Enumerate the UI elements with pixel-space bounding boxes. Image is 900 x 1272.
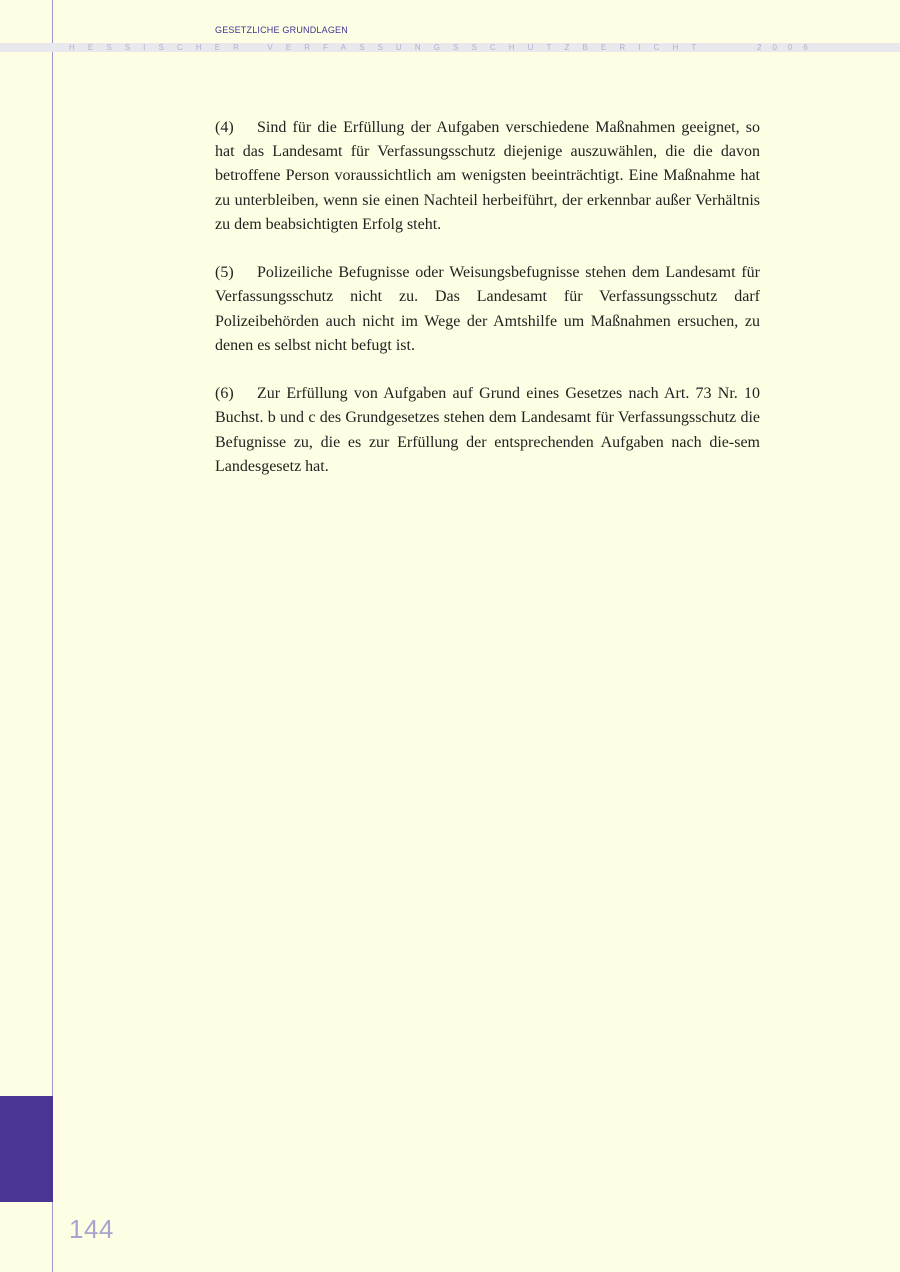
running-header-title: HESSISCHER VERFASSUNGSSCHUTZBERICHT: [69, 43, 710, 52]
paragraph-text: Sind für die Erfüllung der Aufgaben verschiedene Maßnahmen geeignet, so hat das Landesamt für Verfassungsschutz diejenige auszuwählen, die die davon betroffene Person voraussichtlich am wenigsten beeinträchtigt. Eine Maßnahme hat zu unterbleiben, wenn sie einen Nachteil herbeiführt, der erkennbar außer Verhältnis zu dem beabsichtigten Erfolg steht.: [215, 119, 760, 233]
paragraph-6: [215, 382, 760, 479]
paragraph-text: Zur Erfüllung von Aufgaben auf Grund eines Gesetzes nach Art. 73 Nr. 10 Buchst. b und c des Grundgesetzes stehen dem Landesamt für Verfassungsschutz die Befugnisse zu, die es zur Erfüllung der entsprechenden Aufgaben nach die-sem Landesgesetz hat.: [215, 385, 760, 475]
paragraph-number: (5): [215, 264, 234, 282]
section-label: GESETZLICHE GRUNDLAGEN: [215, 25, 348, 35]
left-margin-rule: [52, 0, 53, 1272]
chapter-marker-block: [0, 1096, 53, 1202]
paragraph-text: Polizeiliche Befugnisse oder Weisungsbefugnisse stehen dem Landesamt für Verfassungsschutz nicht zu. Das Landesamt für Verfassungsschutz darf Polizeibehörden auch nicht im Wege der Amtshilfe um Maßnahmen ersuchen, zu denen es selbst nicht befugt ist.: [215, 264, 760, 354]
page-number: 144: [69, 1214, 114, 1244]
paragraph-number: (6): [215, 385, 234, 403]
running-header-year: 2006: [757, 43, 819, 52]
paragraph-number: (4): [215, 119, 234, 136]
paragraph-5: [215, 261, 760, 358]
paragraph-4: [215, 116, 760, 237]
body-text: [215, 116, 760, 503]
